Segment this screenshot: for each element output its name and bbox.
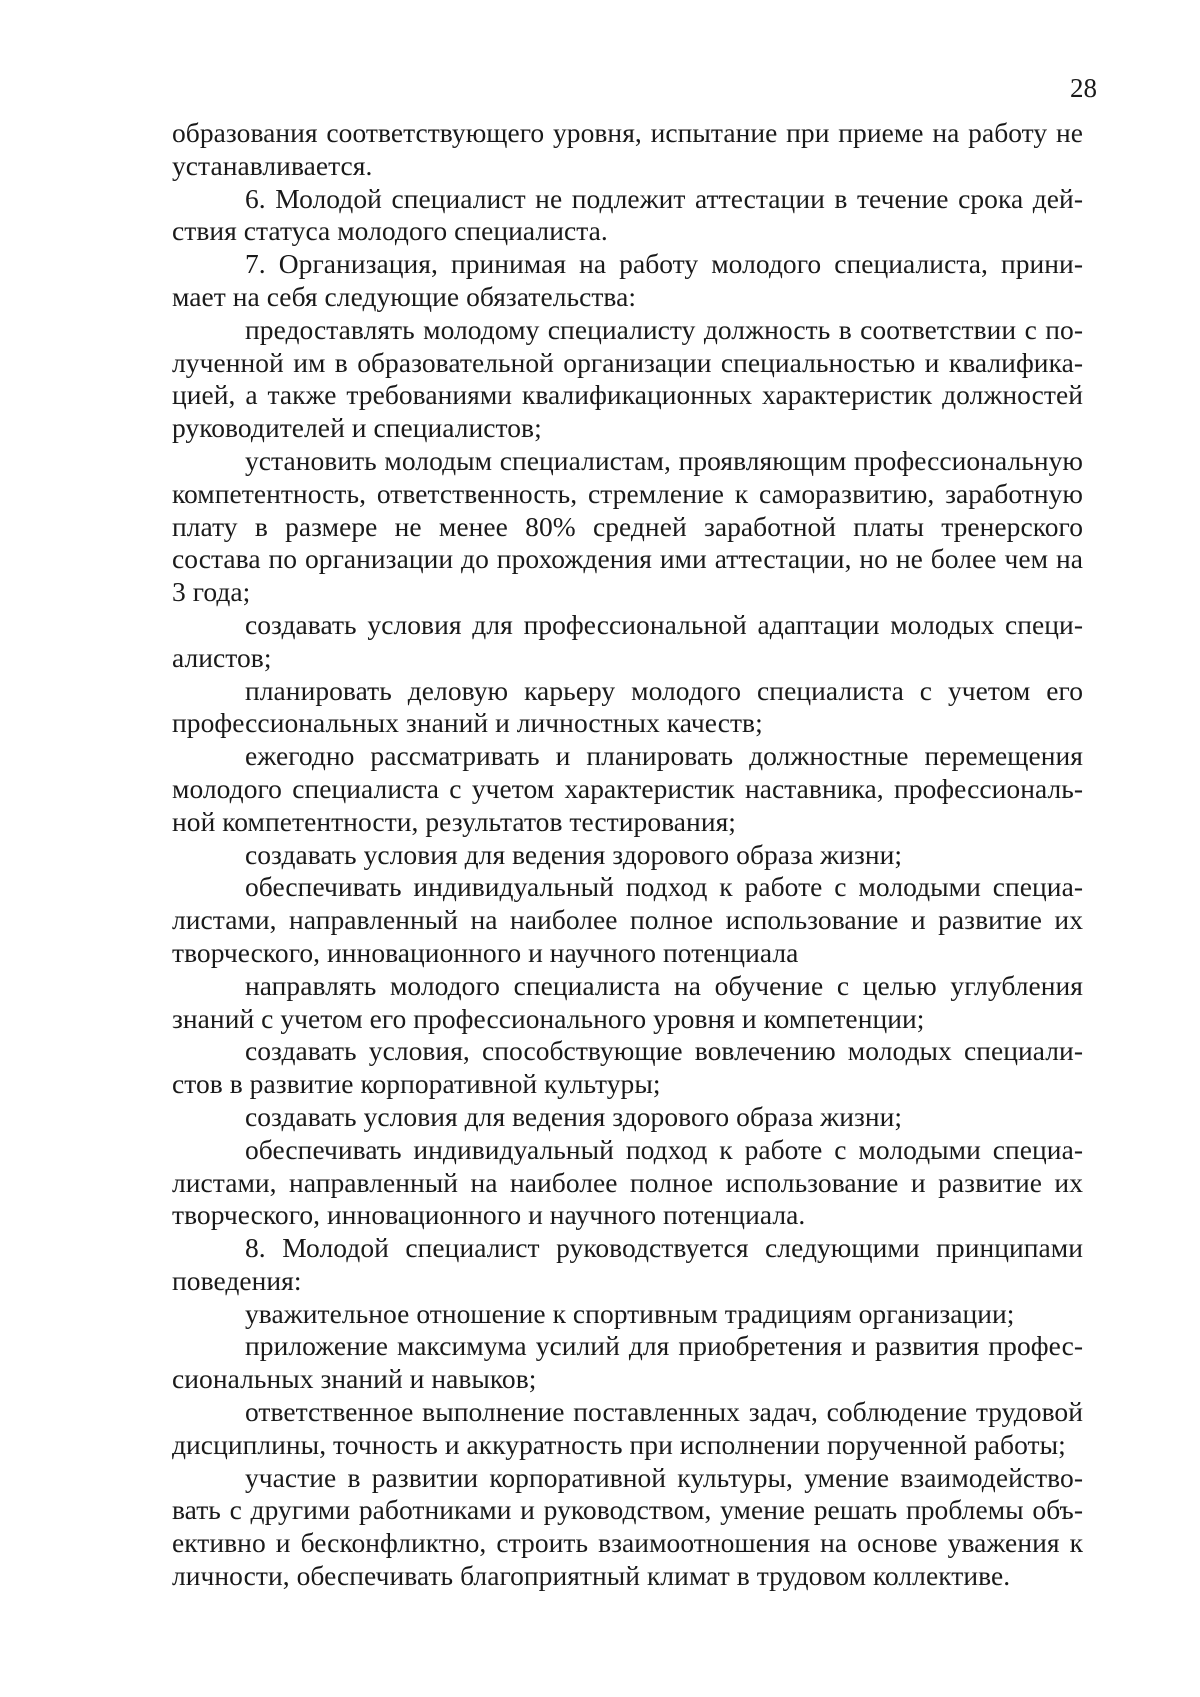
principle-item: уважительное отношение к спортивным традициям организации; — [245, 1297, 1015, 1329]
principle-item: участие в развитии корпоративной культуры, умение взаимодействовать с другими работниками и руководством, умение решать проблемы объективно и бесконфликтно, строить взаимоотношения на основе уважения к личности, обеспечивать благоприятный климат в трудовом коллективе. — [172, 1461, 1083, 1592]
document-body — [172, 117, 1083, 1593]
obligation-item: направлять молодого специалиста на обучение с целью углубления знаний с учетом его профессионального уровня и компетенции; — [172, 969, 1083, 1034]
page-number: 28 — [1070, 73, 1097, 103]
obligation-item: создавать условия, способствующие вовлечению молодых специалистов в развитие корпоративной культуры; — [172, 1035, 1083, 1100]
obligation-item: планировать деловую карьеру молодого специалиста с учетом его профессиональных знаний и личностных качеств; — [172, 674, 1083, 739]
paragraph-item-6: 6. Молодой специалист не подлежит аттестации в течение срока действия статуса молодого специалиста. — [172, 182, 1083, 247]
obligation-item: ежегодно рассматривать и планировать должностные перемещения молодого специалиста с учетом характеристик наставника, профессиональной компетентности, результатов тестирования; — [172, 740, 1083, 837]
obligation-item: создавать условия для ведения здорового образа жизни; — [245, 838, 903, 870]
paragraph-item-7: 7. Организация, принимая на работу молодого специалиста, принимает на себя следующие обязательства: — [172, 248, 1083, 312]
obligation-item: создавать условия для ведения здорового образа жизни; — [245, 1100, 903, 1132]
obligation-item: установить молодым специалистам, проявляющим профессиональную компетентность, ответственность, стремление к саморазвитию, заработную плату в размере не менее 80% средней заработной платы тренерского состава по организации до прохождения ими аттестации, но не более чем на 3 года; — [172, 444, 1083, 608]
obligation-item: обеспечивать индивидуальный подход к работе с молодыми специалистами, направленный на наиболее полное использование и развитие их творческого, инновационного и научного потенциала — [172, 871, 1083, 968]
principle-item: ответственное выполнение поставленных задач, соблюдение трудовой дисциплины, точность и аккуратность при исполнении порученной работы; — [172, 1396, 1083, 1460]
paragraph-item-8: 8. Молодой специалист руководствуется следующими принципами поведения: — [172, 1232, 1083, 1296]
paragraph-continuation: образования соответствующего уровня, испытание при приеме на работу не устанавливается. — [172, 117, 1083, 181]
obligation-item: предоставлять молодому специалисту должность в соответствии с полученной им в образовательной организации специальностью и квалификацией, а также требованиями квалификационных характеристик должностей руководителей и специалистов; — [172, 313, 1083, 444]
obligation-item: создавать условия для профессиональной адаптации молодых специалистов; — [172, 608, 1083, 673]
obligation-item: обеспечивать индивидуальный подход к работе с молодыми специалистами, направленный на наиболее полное использование и развитие их творческого, инновационного и научного потенциала. — [172, 1133, 1083, 1231]
principle-item: приложение максимума усилий для приобретения и развития профессиональных знаний и навыков; — [172, 1330, 1083, 1395]
